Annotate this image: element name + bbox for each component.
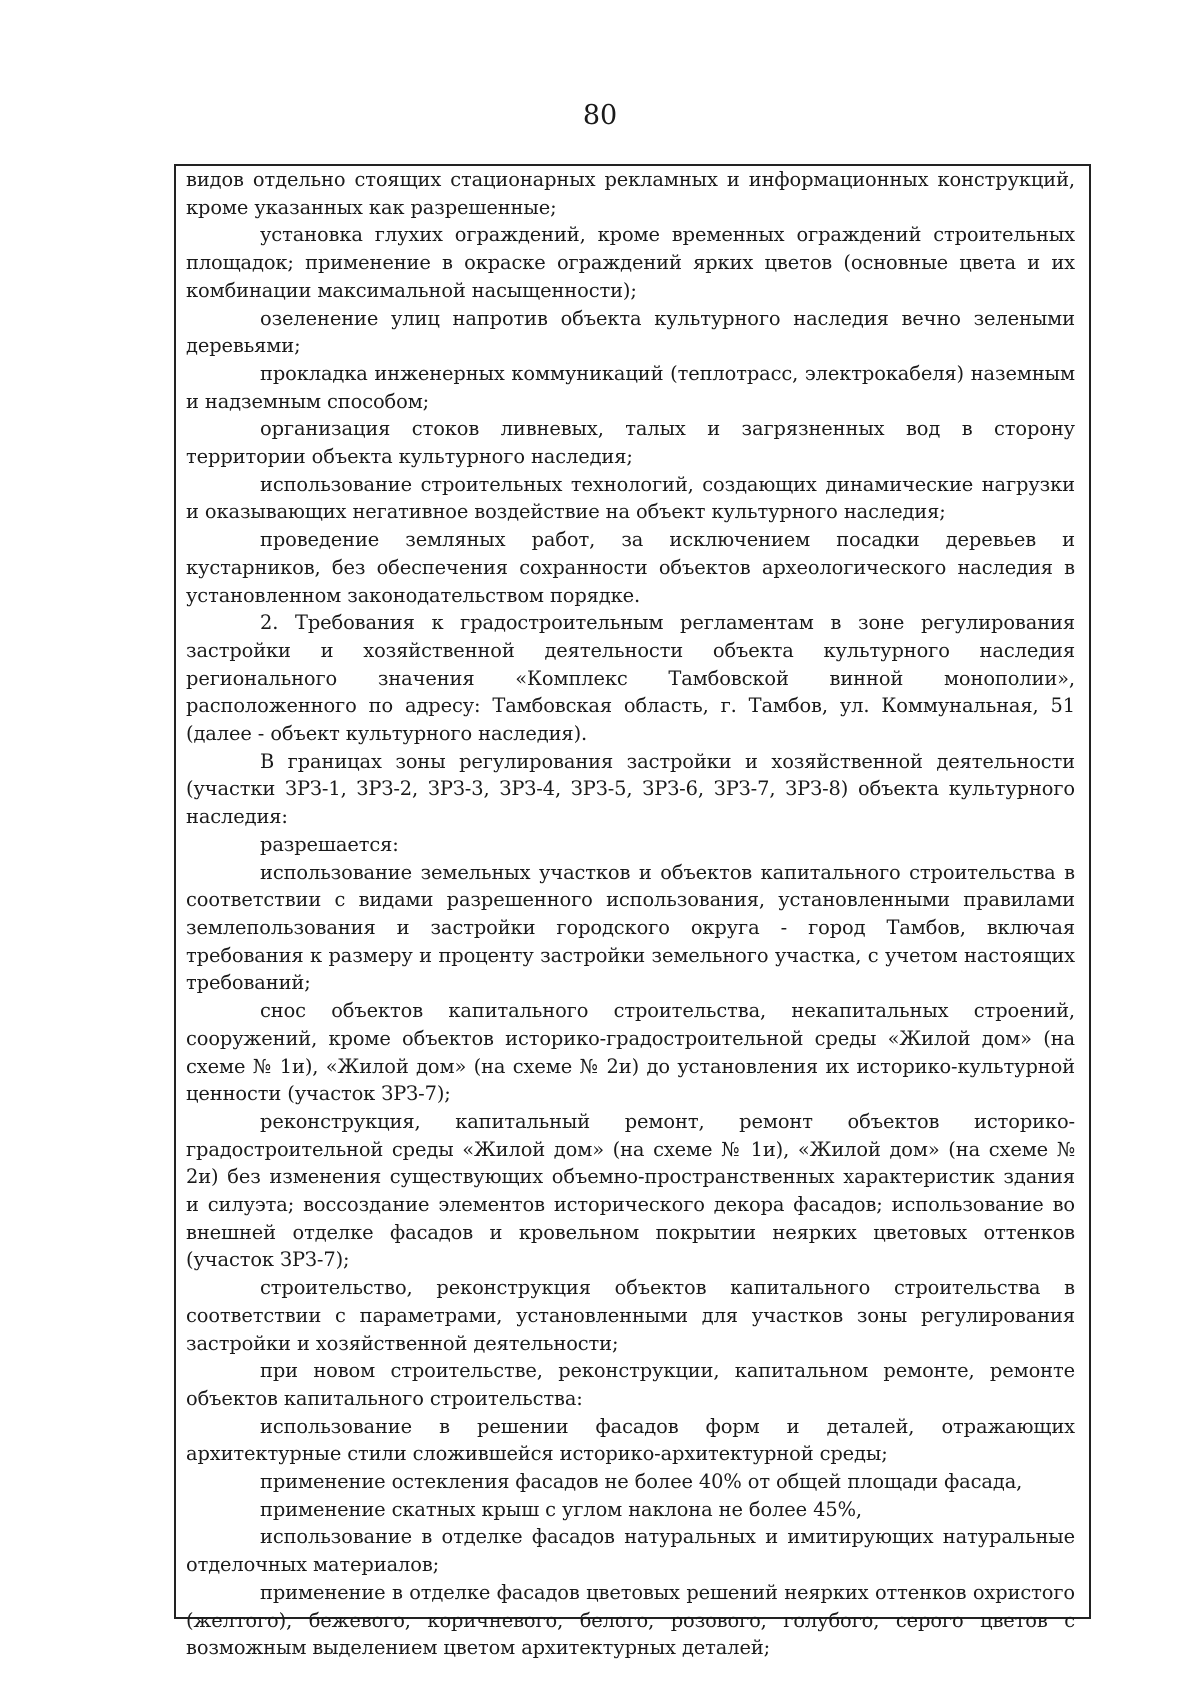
paragraph: реконструкция, капитальный ремонт, ремонт объектов историко-градостроительной среды «Жилой дом» (на схеме № 1и), «Жилой дом» (на схеме № 2и) без изменения существующих объемно-пространственных характеристик здания и силуэта; воссоздание элементов исторического декора фасадов; использование во внешней отделке фасадов и кровельном покрытии неярких цветовых оттенков (участок ЗРЗ-7); [186,1109,1075,1272]
paragraph: озеленение улиц напротив объекта культурного наследия вечно зелеными деревьями; [186,306,1075,358]
text-frame [174,164,1091,1660]
paragraph: разрешается: [260,832,399,856]
paragraph: строительство, реконструкция объектов капитального строительства в соответствии с параметрами, установленными для участков зоны регулирования застройки и хозяйственной деятельности; [186,1276,1075,1355]
paragraph: при новом строительстве, реконструкции, капитальном ремонте, ремонте объектов капитального строительства: [186,1359,1075,1410]
paragraph: В границах зоны регулирования застройки и хозяйственной деятельности (участки ЗРЗ-1, ЗРЗ-2, ЗРЗ-3, ЗРЗ-4, ЗРЗ-5, ЗРЗ-6, ЗРЗ-7, ЗРЗ-8) объекта культурного наследия: [186,749,1075,829]
paragraph: прокладка инженерных коммуникаций (теплотрасс, электрокабеля) наземным и надземным способом; [186,361,1075,413]
body-text [186,166,1075,1662]
paragraph: использование строительных технологий, создающих динамические нагрузки и оказывающих негативное воздействие на объект культурного наследия; [186,472,1075,524]
paragraph: использование в решении фасадов форм и деталей, отражающих архитектурные стили сложившейся историко-архитектурной среды; [186,1414,1075,1466]
page-number: 80 [582,100,618,131]
paragraph: использование земельных участков и объектов капитального строительства в соответствии с видами разрешенного использования, установленными правилами землепользования и застройки городского округа - город Тамбов, включая требования к размеру и проценту застройки земельного участка, с учетом настоящих требований; [186,860,1075,995]
paragraph: применение в отделке фасадов цветовых решений неярких оттенков охристого (желтого), бежевого, коричневого, белого, розового, голубого, серого цветов с возможным выделением цветом архитектурных деталей; [186,1580,1075,1660]
paragraph: проведение земляных работ, за исключением посадки деревьев и кустарников, без обеспечения сохранности объектов археологического наследия в установленном законодательством порядке. [186,528,1075,607]
paragraph: использование в отделке фасадов натуральных и имитирующих натуральные отделочных материалов; [186,1525,1075,1577]
paragraph: установка глухих ограждений, кроме временных ограждений строительных площадок; применение в окраске ограждений ярких цветов (основные цвета и их комбинации максимальной насыщенности); [186,223,1075,302]
paragraph: организация стоков ливневых, талых и загрязненных вод в сторону территории объекта культурного наследия; [186,417,1075,469]
paragraph: видов отдельно стоящих стационарных рекламных и информационных конструкций, кроме указанных как разрешенные; [186,168,1075,219]
paragraph: снос объектов капитального строительства, некапитальных строений, сооружений, кроме объектов историко-градостроительной среды «Жилой дом» (на схеме № 1и), «Жилой дом» (на схеме № 2и) до установления их историко-культурной ценности (участок ЗРЗ-7); [186,999,1075,1106]
paragraph: применение скатных крыш с углом наклона не более 45%, [260,1497,862,1521]
paragraph: 2. Требования к градостроительным регламентам в зоне регулирования застройки и хозяйственной деятельности объекта культурного наследия регионального значения «Комплекс Тамбовской винной монополии», расположенного по адресу: Тамбовская область, г. Тамбов, ул. Коммунальная, 51 (далее - объект культурного наследия). [186,611,1075,746]
paragraph: применение остекления фасадов не более 40% от общей площади фасада, [260,1470,1023,1494]
